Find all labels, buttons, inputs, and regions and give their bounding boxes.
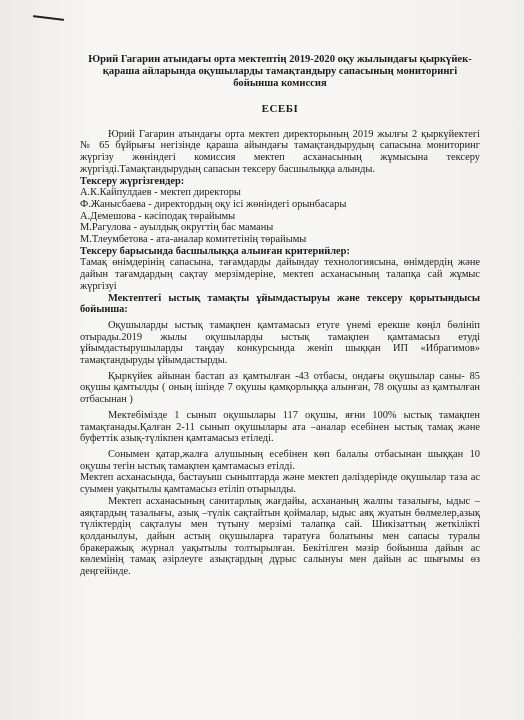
report-label: ЕСЕБІ	[261, 103, 299, 115]
body-paragraph: Мектеп асханасында, бастауыш сыныптарда және мектеп дәліздерінде оқушылар таза ас суымен уақытылы қамтамасыз етіліп отырылды.	[80, 472, 480, 496]
body-paragraph: Қыркүйек айынан бастап аз қамтылған -43 отбасы, ондағы оқушылар саны- 85 оқушы қамтылды ( оның ішінде 7 оқушы қамқорлыққа алынған, 78 оқушы аз қамтылған отбасынан )	[80, 370, 480, 406]
inspector-item: М.Тлеумбетова - ата-аналар комитетінің төрайымы	[80, 234, 307, 246]
inspector-item: А.Демешова - кәсіподақ төрайымы	[80, 210, 236, 222]
inspectors-heading: Тексеру жүргізгендер:	[80, 175, 185, 187]
document-title: Юрий Гагарин атындағы орта мектептің 2019-2020 оқу жылындағы қыркүйек-қараша айларында оқушыларды тамақтандыру сапасының мониторингі бойынша комиссия	[88, 54, 472, 89]
organization-heading: Мектептегі ыстық тамақты ұйымдастыруы және тексеру қорытындысы бойынша:	[80, 292, 480, 316]
criteria-paragraph: Тамақ өнімдерінің сапасына, тағамдарды дайындау технологиясына, өнімдердің және дайын тағамдардың сақтау мерзімдеріне, мектеп асханасының талапқа сай жұмыс жүргізуі	[80, 257, 480, 292]
document-body	[80, 54, 480, 578]
inspector-item: Ф.Жанысбаева - директордың оқу ісі жөніндегі орынбасары	[80, 198, 347, 210]
body-paragraph: Оқушыларды ыстық тамақпен қамтамасыз етуге үнемі ерекше көңіл бөлініп отырады.2019 жылы оқушыларды ыстық тамақпен қамтамасыз етуді ұйымдастырушыларды таңдау конкурсында женіп шыққан ИП «Ибрагимов» тамақтандыруды ұйымдастырды.	[80, 319, 480, 367]
body-paragraph: Сонымен қатар,жалға алушының есебінен көп балалы отбасынан шыққан 10 оқушы тегін ыстық тамақпен қамтамасыз етілді.	[80, 448, 480, 472]
criteria-heading: Тексеру барысында басшылыққа алынған критерийлер:	[80, 245, 350, 257]
body-paragraph: Мектебімізде 1 сынып оқушылары 117 оқушы, яғни 100% ыстық тамақпен тамақтанады.Қалған 2-11 сынып оқушылары ата –аналар есебінен ыстық тамақ және буфеттік азық-түлікпен қамтамасыз етіледі.	[80, 409, 480, 445]
pen-mark	[33, 15, 64, 21]
inspector-item: М.Рагулова - ауылдық округтің бас маманы	[80, 222, 274, 234]
inspector-item: А.К.Кайпулдаев - мектеп директоры	[80, 187, 241, 199]
body-paragraph: Мектеп асханасының санитарлық жағдайы, асхананың жалпы тазалығы, ыдыс – аяқтардың тазалығы, азық –түлік сақтайтын қоймалар, ыдыс аяқ жуатын бөлмелер,азық түліктердің сақталуы мен түтыну мерзімі талапқа сай. Шикізаттың жеткілікті қолданылуы, дайын астың оқушыларға таратуға болатыны мен сапасы туралы бракеражық журнал уақытылы толтырылған. Бекітілген мәзір бойынша дайын ас көлемінің тамақ әзірлеуге азықтардың дұрыс салынуы мен дайын ас шығымы өз деңгейінде.	[80, 495, 480, 578]
intro-paragraph: Юрий Гагарин атындағы орта мектеп директорының 2019 жылғы 2 қыркүйектегі № 65 бұйрығы негізінде қараша айындағы тамақтандырудың сапасына мониторинг жүргізу жөніндегі комиссия мектеп асханасының жұмысына тексеру жүргізді.Тамақтандырудың сапасын тексеру басшылыққа алынды.	[80, 128, 480, 175]
